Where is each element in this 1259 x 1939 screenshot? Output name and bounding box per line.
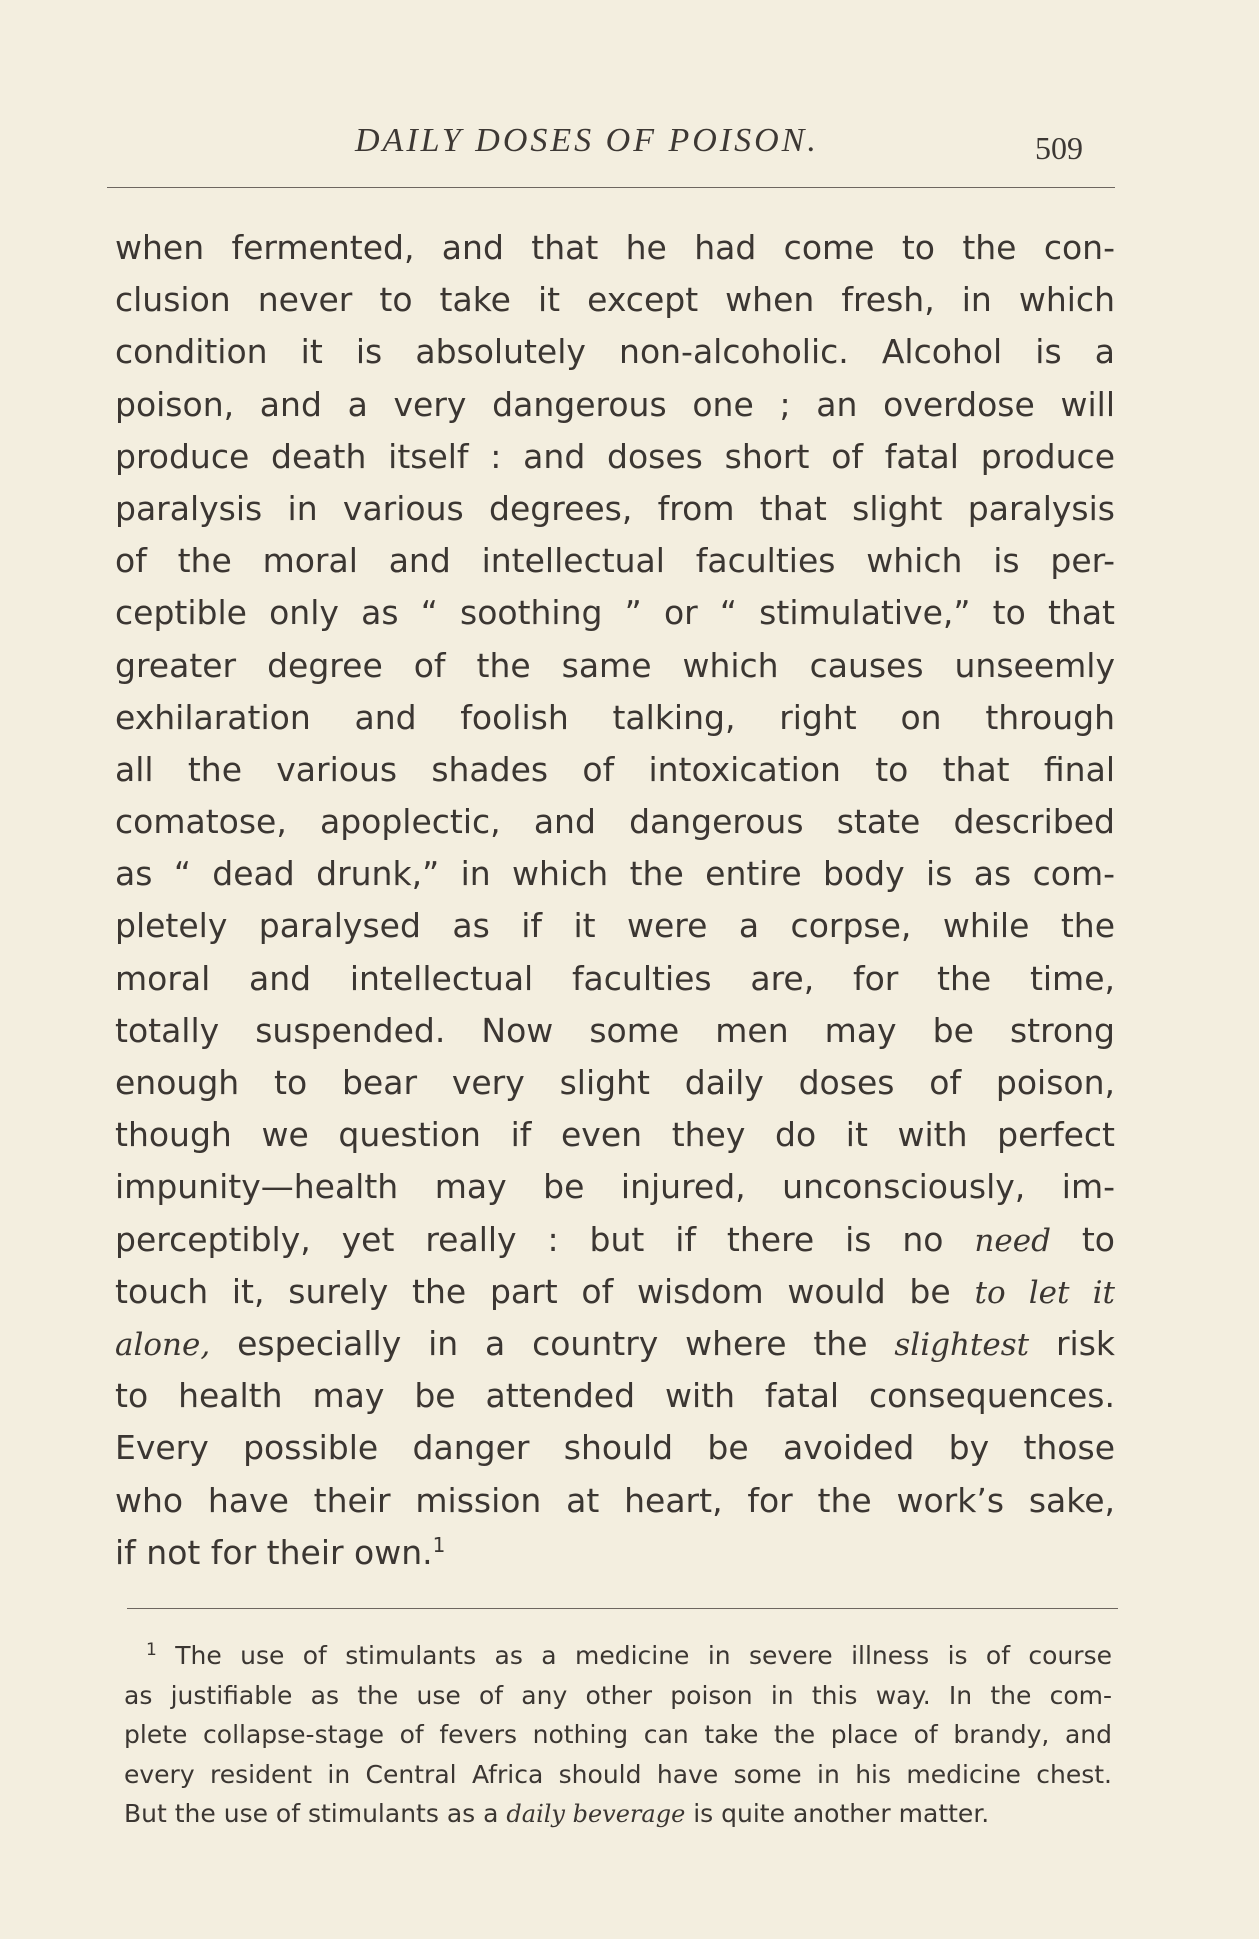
footnote-reference: 1	[432, 1532, 446, 1557]
text-line: when fermented, and that he had come to the con-	[115, 228, 1115, 267]
italic-emphasis: daily beverage	[506, 1800, 686, 1829]
footnote	[124, 1636, 1112, 1834]
italic-emphasis: to let it	[974, 1274, 1115, 1311]
text-segment: touch it, surely the part of wisdom would be	[115, 1271, 951, 1311]
text-segment: perceptibly, yet really : but if there is no	[115, 1219, 944, 1259]
text-segment: risk	[1055, 1323, 1115, 1363]
text-line: impunity—health may be injured, unconsciously, im-	[115, 1167, 1115, 1207]
italic-emphasis: alone,	[115, 1326, 211, 1363]
footnote-line: every resident in Central Africa should have some in his medicine chest.	[124, 1759, 1112, 1789]
body-text	[115, 222, 1115, 1579]
text-line: enough to bear very slight daily doses of poison,	[115, 1063, 1115, 1102]
text-line: poison, and a very dangerous one ; an overdose will	[115, 384, 1115, 424]
text-segment: to	[1081, 1219, 1115, 1259]
italic-emphasis: need	[974, 1222, 1051, 1259]
footnote-line: as justifiable as the use of any other poison in this way. In the com-	[124, 1680, 1112, 1710]
text-line	[115, 1318, 1115, 1370]
text-line: pletely paralysed as if it were a corpse, while the	[115, 906, 1115, 946]
text-line: all the various shades of intoxication to that final	[115, 749, 1115, 789]
text-line: ceptible only as “ soothing ” or “ stimulative,” to that	[115, 593, 1115, 633]
footnote-rule	[127, 1608, 1118, 1609]
text-line: comatose, apoplectic, and dangerous state described	[115, 802, 1115, 842]
text-line	[115, 1266, 1115, 1318]
text-line: greater degree of the same which causes unseemly	[115, 645, 1115, 685]
text-line: who have their mission at heart, for the work’s sake,	[115, 1480, 1115, 1520]
text-segment: especially in a country where the	[237, 1323, 868, 1363]
text-line: exhilaration and foolish talking, right on through	[115, 697, 1115, 737]
text-line: moral and intellectual faculties are, for the time,	[115, 958, 1115, 998]
text-segment: is quite another matter.	[693, 1799, 990, 1829]
running-title: DAILY DOSES OF POISON.	[355, 122, 819, 159]
text-line: to health may be attended with fatal consequences.	[115, 1376, 1115, 1416]
text-line: condition it is absolutely non-alcoholic. Alcohol is a	[115, 332, 1115, 372]
text-line: totally suspended. Now some men may be strong	[115, 1010, 1115, 1050]
text-segment: if not for their own.	[115, 1532, 433, 1572]
page-number: 509	[1035, 130, 1083, 166]
text-line: as “ dead drunk,” in which the entire body is as com-	[115, 854, 1115, 894]
italic-emphasis: slightest	[894, 1326, 1030, 1363]
footnote-line: plete collapse-stage of fevers nothing can take the place of brandy, and	[124, 1720, 1112, 1750]
text-segment: But the use of stimulants as a	[124, 1799, 499, 1829]
text-line: though we question if even they do it with perfect	[115, 1115, 1115, 1155]
text-segment: The use of stimulants as a medicine in severe illness is of course	[175, 1641, 1112, 1670]
footnote-line	[124, 1636, 1112, 1676]
footnote-marker: 1	[146, 1640, 157, 1660]
header-rule	[107, 187, 1115, 188]
text-line: clusion never to take it except when fresh, in which	[115, 280, 1115, 320]
text-line: of the moral and intellectual faculties which is per-	[115, 541, 1115, 581]
text-line: Every possible danger should be avoided by those	[115, 1428, 1115, 1468]
footnote-line	[124, 1794, 1112, 1834]
text-line: paralysis in various degrees, from that slight paralysis	[115, 488, 1115, 528]
text-line: produce death itself : and doses short of fatal produce	[115, 436, 1115, 476]
text-line	[115, 1527, 1115, 1579]
text-line	[115, 1214, 1115, 1266]
